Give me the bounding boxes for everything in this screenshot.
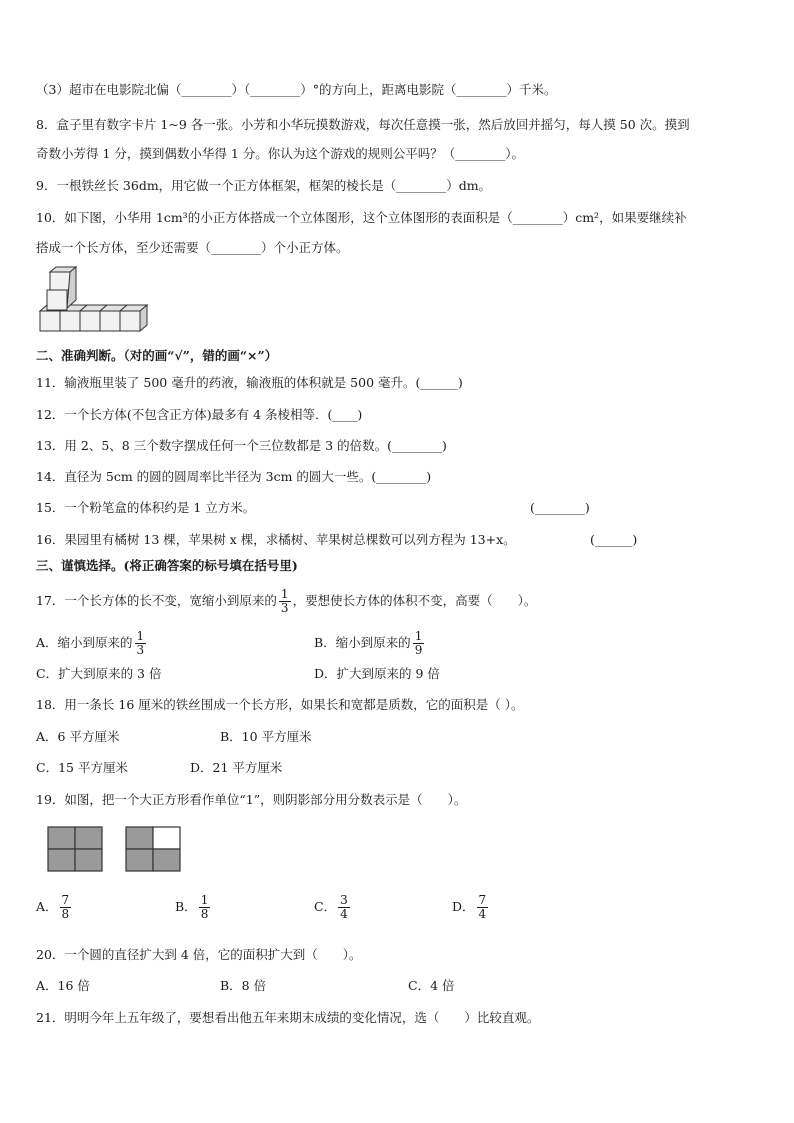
- frac-den: 4: [478, 906, 487, 921]
- q17-frac-num: 1: [280, 586, 289, 601]
- frac-den: 8: [61, 906, 70, 921]
- unshaded-cell: [153, 827, 180, 849]
- q19-option-c-label: C．: [314, 899, 337, 914]
- q17-option-b[interactable]: [314, 628, 426, 658]
- section3-heading: 三、谨慎选择。(将正确答案的标号填在括号里): [36, 558, 298, 573]
- frac-den: 9: [414, 642, 423, 657]
- q19-option-a[interactable]: [36, 890, 73, 924]
- q21-stem: 21．明明今年上五年级了，要想看出他五年来期末成绩的变化情况，选（ ）比较直观。: [36, 1010, 540, 1025]
- cube-front-face: [40, 311, 60, 331]
- q19-option-b-label: B．: [175, 899, 197, 914]
- q17-option-b-fraction: [413, 630, 425, 657]
- shaded-cell: [126, 849, 153, 871]
- q19-option-d[interactable]: [452, 890, 490, 924]
- q17-option-d[interactable]: D．扩大到原来的 9 倍: [314, 666, 440, 681]
- q19-option-c[interactable]: [314, 890, 352, 924]
- cube-front-face: [60, 311, 80, 331]
- q18-option-a[interactable]: A．6 平方厘米: [36, 729, 120, 744]
- cube-side-face: [40, 305, 47, 311]
- q18-option-d[interactable]: D．21 平方厘米: [190, 760, 283, 775]
- shaded-cell: [48, 827, 75, 849]
- shaded-cell: [126, 827, 153, 849]
- section2-heading: 二、准确判断。（对的画“√”，错的画“×”）: [36, 348, 278, 363]
- cube-front-face: [120, 311, 140, 331]
- q8-line2: 奇数小芳得 1 分，摸到偶数小华得 1 分。你认为这个游戏的规则公平吗？（________）。: [36, 146, 525, 161]
- q17-option-a[interactable]: [36, 628, 148, 658]
- q17-option-a-fraction: [135, 630, 147, 657]
- cube-front-face: [100, 311, 120, 331]
- q19-option-c-fraction: [338, 894, 350, 921]
- q8-line1: 8．盒子里有数字卡片 1~9 各一张。小芳和小华玩摸数游戏，每次任意摸一张，然后放回并摇匀，每人摸 50 次。摸到: [36, 117, 690, 132]
- cube-front-face: [80, 311, 100, 331]
- frac-num: 7: [61, 892, 70, 907]
- q11: 11．输液瓶里装了 500 毫升的药液，输液瓶的体积就是 500 毫升。(______): [36, 375, 463, 390]
- q7-part3: （3）超市在电影院北偏（________）（________）°的方向上，距离电影院（________）千米。: [36, 82, 557, 97]
- cube-front-face: [50, 272, 70, 290]
- shaded-cell: [75, 849, 102, 871]
- q20-stem: 20．一个圆的直径扩大到 4 倍，它的面积扩大到（ ）。: [36, 947, 362, 962]
- q17-option-b-label: B．缩小到原来的: [314, 635, 411, 650]
- shaded-cell: [75, 827, 102, 849]
- frac-num: 1: [136, 628, 145, 643]
- frac-num: 3: [340, 892, 348, 907]
- q19-figure-three-quarter-square: [125, 826, 181, 872]
- q17-stem: [36, 586, 536, 616]
- q17-stem-before: 17．一个长方体的长不变，宽缩小到原来的: [36, 593, 277, 608]
- q17-option-c[interactable]: C．扩大到原来的 3 倍: [36, 666, 162, 681]
- shaded-cell: [153, 849, 180, 871]
- q19-option-a-fraction: [60, 894, 72, 921]
- frac-num: 1: [200, 892, 209, 907]
- q17-stem-after: ，要想使长方体的体积不变，高要（ ）。: [292, 593, 537, 608]
- frac-num: 7: [478, 892, 487, 907]
- q15: 15．一个粉笔盒的体积约是 1 立方米。: [36, 500, 256, 515]
- q18-stem: 18．用一条长 16 厘米的铁丝围成一个长方形，如果长和宽都是质数，它的面积是（ ）。: [36, 697, 524, 712]
- q19-stem: 19．如图，把一个大正方形看作单位“1”，则阴影部分用分数表示是（ ）。: [36, 792, 467, 807]
- q13: 13．用 2、5、8 三个数字摆成任何一个三位数都是 3 的倍数。(________): [36, 438, 447, 453]
- q10-line2: 搭成一个长方体，至少还需要（________）个小正方体。: [36, 240, 349, 255]
- q20-option-c[interactable]: C．4 倍: [408, 978, 455, 993]
- frac-num: 1: [414, 628, 423, 643]
- q19-option-b-fraction: [199, 894, 211, 921]
- q20-option-b[interactable]: B．8 倍: [220, 978, 267, 993]
- q14: 14．直径为 5cm 的圆的圆周率比半径为 3cm 的圆大一些。(________): [36, 469, 432, 484]
- q18-option-c[interactable]: C．15 平方厘米: [36, 760, 128, 775]
- q19-figure-full-square: [47, 826, 103, 872]
- q17-fraction: [279, 588, 291, 615]
- frac-den: 8: [200, 906, 209, 921]
- cube-stack-figure: [40, 270, 160, 340]
- q17-option-a-label: A．缩小到原来的: [36, 635, 133, 650]
- cube-front-face: [47, 290, 67, 310]
- q15-answer: (________): [530, 500, 590, 515]
- q19-option-d-fraction: [477, 894, 489, 921]
- q16: 16．果园里有橘树 13 棵，苹果树 x 棵，求橘树、苹果树总棵数可以列方程为 13+x。: [36, 532, 516, 547]
- q16-answer: (______): [590, 532, 638, 547]
- q9: 9．一根铁丝长 36dm，用它做一个正方体框架，框架的棱长是（________）dm。: [36, 178, 492, 193]
- q19-option-a-label: A．: [36, 899, 58, 914]
- shaded-cell: [48, 849, 75, 871]
- q19-option-d-label: D．: [452, 899, 475, 914]
- frac-den: 3: [136, 642, 145, 657]
- frac-den: 4: [340, 906, 348, 921]
- q19-option-b[interactable]: [175, 890, 212, 924]
- q20-option-a[interactable]: A．16 倍: [36, 978, 90, 993]
- q17-frac-den: 3: [280, 600, 289, 615]
- q18-option-b[interactable]: B．10 平方厘米: [220, 729, 312, 744]
- q10-line1: 10．如下图，小华用 1cm³的小正方体搭成一个立体图形，这个立体图形的表面积是（________）cm²，如果要继续补: [36, 210, 687, 225]
- q12: 12．一个长方体(不包含正方体)最多有 4 条棱相等．(____): [36, 407, 363, 422]
